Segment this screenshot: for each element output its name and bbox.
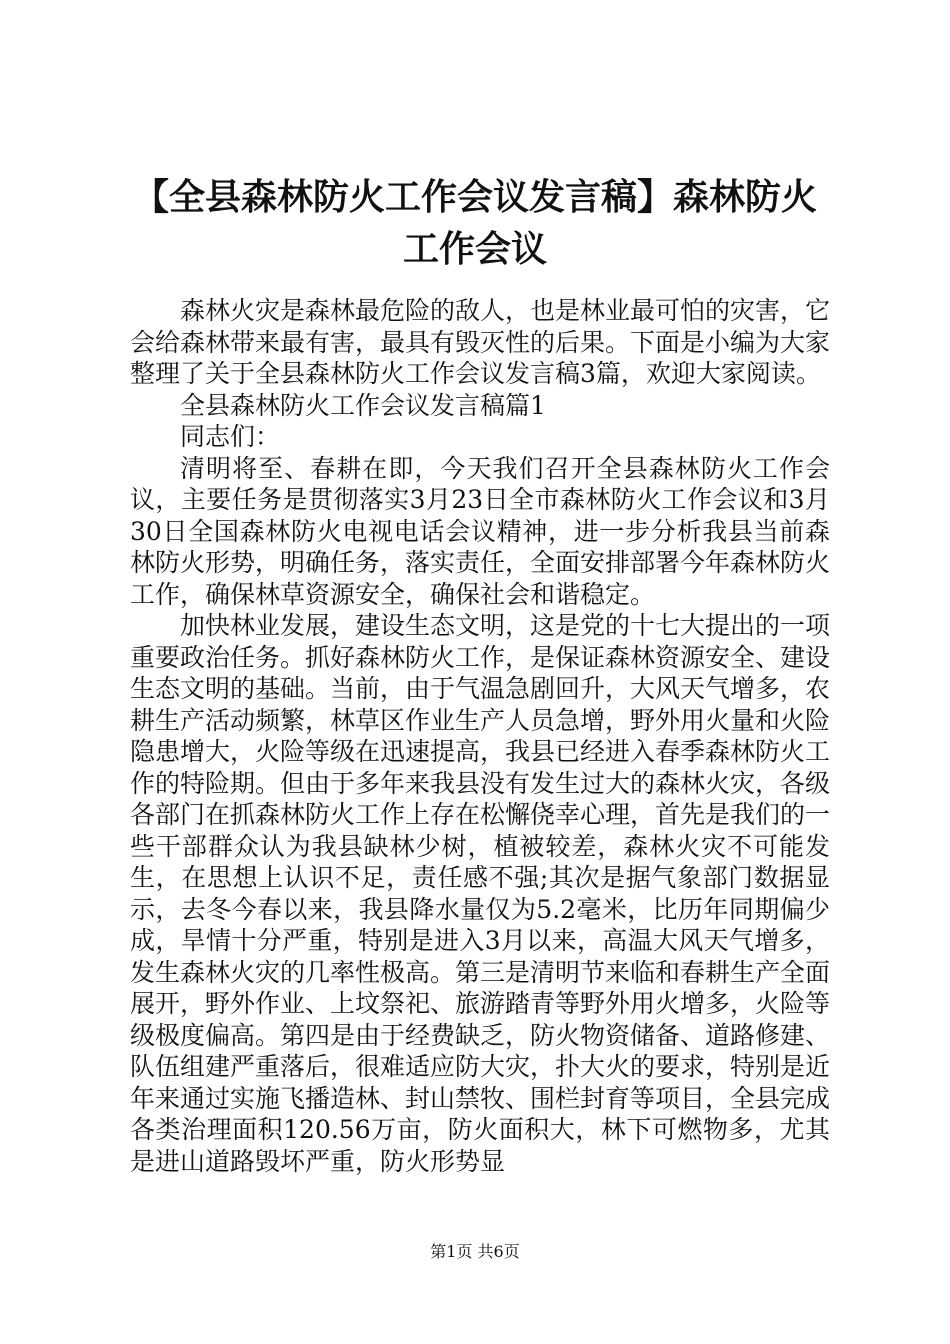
page-number-footer: 第1页 共6页 — [430, 1242, 520, 1261]
salutation: 同志们： — [180, 422, 281, 451]
intro-paragraph: 森林火灾是森林最危险的敌人，也是林业最可怕的灾害，它会给森林带来最有害，最具有毁灭性的后果。下面是小编为大家整理了关于全县森林防火工作会议发言稿3篇，欢迎大家阅读。 — [130, 296, 831, 388]
document-title: 【全县森林防火工作会议发言稿】森林防火工作会议 — [132, 177, 817, 270]
section-heading: 全县森林防火工作会议发言稿篇1 — [180, 390, 546, 420]
body-paragraph: 清明将至、春耕在即，今天我们召开全县森林防火工作会议，主要任务是贯彻落实3月23日全市森林防火工作会议和3月30日全国森林防火电视电话会议精神，进一步分析我县当前森林防火形势，明确任务，落实责任，全面安排部署今年森林防火工作，确保林草资源安全，确保社会和谐稳定。 — [130, 453, 831, 609]
document-body — [130, 295, 830, 1177]
body-paragraph: 加快林业发展，建设生态文明，这是党的十七大提出的一项重要政治任务。抓好森林防火工作，是保证森林资源安全、建设生态文明的基础。当前，由于气温急剧回升，大风天气增多，农耕生产活动频繁，林草区作业生产人员急增，野外用火量和火险隐患增大，火险等级在迅速提高，我县已经进入春季森林防火工作的特险期。但由于多年来我县没有发生过大的森林火灾，各级各部门在抓森林防火工作上存在松懈侥幸心理，首先是我们的一些干部群众认为我县缺林少树，植被较差，森林火灾不可能发生，在思想上认识不足，责任感不强;其次是据气象部门数据显示，去冬今春以来，我县降水量仅为5.2毫米，比历年同期偏少成，旱情十分严重，特别是进入3月以来，高温大风天气增多，发生森林火灾的几率性极高。第三是清明节来临和春耕生产全面展开，野外作业、上坟祭祀、旅游踏青等野外用火增多，火险等级极度偏高。第四是由于经费缺乏，防火物资储备、道路修建、队伍组建严重落后，很难适应防大灾，扑大火的要求，特别是近年来通过实施飞播造林、封山禁牧、围栏封育等项目，全县完成各类治理面积120.56万亩，防火面积大，林下可燃物多，尤其是进山道路毁坏严重，防火形势显 — [130, 611, 831, 1176]
